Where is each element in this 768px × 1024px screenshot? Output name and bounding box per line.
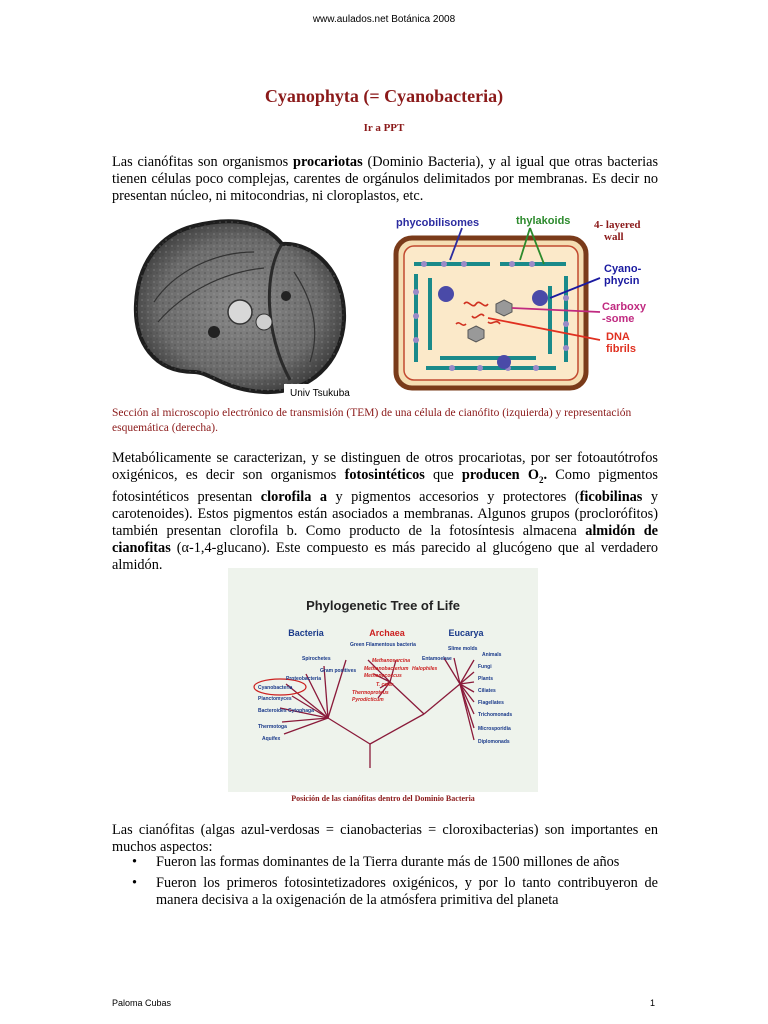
- tree-label-fungi: Fungi: [478, 664, 492, 670]
- em-credit: Univ Tsukuba: [290, 388, 350, 399]
- label-wall-2: wall: [604, 231, 624, 243]
- tree-label-slime-molds: Slime molds: [448, 646, 478, 652]
- domain-archaea: Archaea: [369, 628, 405, 638]
- tree-label-methanococcus: Methanococcus: [364, 673, 402, 679]
- tree-label-entamoebae: Entamoebae: [422, 656, 452, 662]
- tree-label-animals: Animals: [482, 652, 502, 658]
- tree-label-cyanobacteria: Cyanobacteria: [258, 685, 293, 691]
- label-carboxy-2: -some: [602, 313, 635, 325]
- page-header: www.aulados.net Botánica 2008: [312, 14, 456, 25]
- ppt-link[interactable]: Ir a PPT: [363, 122, 405, 134]
- importance-paragraph: Las cianófitas (algas azul-verdosas = cianobacterias = cloroxibacterias) son importantes en muchos aspectos:: [112, 822, 658, 855]
- tree-label-proteobacteria: Proteobacteria: [286, 676, 322, 682]
- tree-label-pyrodicticum: Pyrodicticum: [352, 697, 384, 703]
- label-thylakoids: thylakoids: [516, 215, 571, 227]
- tree-label-plants: Plants: [478, 676, 494, 682]
- page-title: Cyanophyta (= Cyanobacteria): [264, 86, 504, 106]
- tree-label-halophiles: Halophiles: [412, 666, 438, 672]
- label-wall-1: 4- layered: [594, 219, 641, 231]
- tree-label-planctomyces: Planctomyces: [258, 696, 292, 702]
- label-dna-1: DNA: [606, 331, 630, 343]
- tree-label-gram-positives: Gram positives: [320, 668, 357, 674]
- tree-label-methanobacterium: Methanobacterium: [364, 666, 409, 672]
- tree-label-green-filamentous: Green Filamentous bacteria: [350, 642, 416, 648]
- tree-label-spirochetes: Spirochetes: [302, 656, 331, 662]
- tem-micrograph: [114, 212, 372, 400]
- cell-schematic: [380, 212, 662, 398]
- metabolism-paragraph: Metabólicamente se caracterizan, y se distinguen de otros procariotas, por ser fotoautótrofos oxigénicos, es decir son organismos fotosintéticos que producen $O_2$. Como pigmentos fotosintéticos presentan clorofila a y pigmentos accesorios y protectores (ficobilinas y carotenoides). Estos pigmentos están asociados a membranas. Algunos grupos (proclorófitos) también presentan clorofila b. Como producto de la fotosíntesis almacena almidón de cianofitas (α-1,4-glucano). Este compuesto es más parecido al glucógeno que al verdadero almidón.: [112, 450, 659, 573]
- list-item: • Fueron las formas dominantes de la Tierra durante más de 1500 millones de años: [132, 854, 620, 870]
- bullet-icon: •: [132, 875, 138, 891]
- intro-paragraph: Las cianófitas son organismos procariotas (Dominio Bacteria), y al igual que otras bacterias tienen células poco complejas, carentes de orgánulos delimitados por membranas. Es decir no presentan núcleo, ni mitocondrias, ni cloroplastos, etc.: [112, 154, 659, 204]
- importance-list: [112, 854, 658, 913]
- tree-title: Phylogenetic Tree of Life: [306, 598, 460, 613]
- phylogenetic-tree: [228, 568, 538, 792]
- label-carboxy-1: Carboxy: [602, 301, 647, 313]
- tree-caption: Posición de las cianófitas dentro del Dominio Bacteria: [291, 794, 475, 803]
- tree-label-diplomonads: Diplomonads: [478, 739, 510, 745]
- tree-label-flagellates: Flagellates: [478, 700, 504, 706]
- tree-label-microsporidia: Microsporidia: [478, 726, 511, 732]
- tree-label-thermotoga: Thermotoga: [258, 724, 287, 730]
- tree-label-ciliates: Ciliates: [478, 688, 496, 694]
- label-dna-2: fibrils: [606, 343, 636, 355]
- tree-label-methanosarcina: Methanosarcina: [372, 658, 411, 664]
- tree-label-t-celer: T. celer: [376, 682, 394, 688]
- bullet-icon: •: [132, 854, 138, 870]
- page-number: 1: [650, 998, 656, 1008]
- domain-bacteria: Bacteria: [288, 628, 324, 638]
- label-phycobilisomes: phycobilisomes: [396, 217, 480, 229]
- figure1-caption: Sección al microscopio electrónico de transmisión (TEM) de una célula de cianófito (izquierda) y representación esquemática (derecha).: [112, 407, 632, 434]
- tree-label-trichomonads: Trichomonads: [478, 712, 513, 718]
- label-cyano-2: phycin: [604, 275, 640, 287]
- list-item: • Fueron los primeros fotosintetizadores oxigénicos, y por lo tanto contribuyeron de manera decisiva a la oxigenación de la atmósfera primitiva del planeta: [132, 875, 658, 908]
- footer-author: Paloma Cubas: [112, 998, 172, 1008]
- label-cyano-1: Cyano-: [604, 263, 642, 275]
- domain-eucarya: Eucarya: [448, 628, 484, 638]
- tree-label-bacteroides: Bacteroides Cytophaga: [258, 708, 314, 714]
- tree-label-aquifex: Aquifex: [262, 736, 281, 742]
- tree-label-thermoproteus: Thermoproteus: [352, 690, 389, 696]
